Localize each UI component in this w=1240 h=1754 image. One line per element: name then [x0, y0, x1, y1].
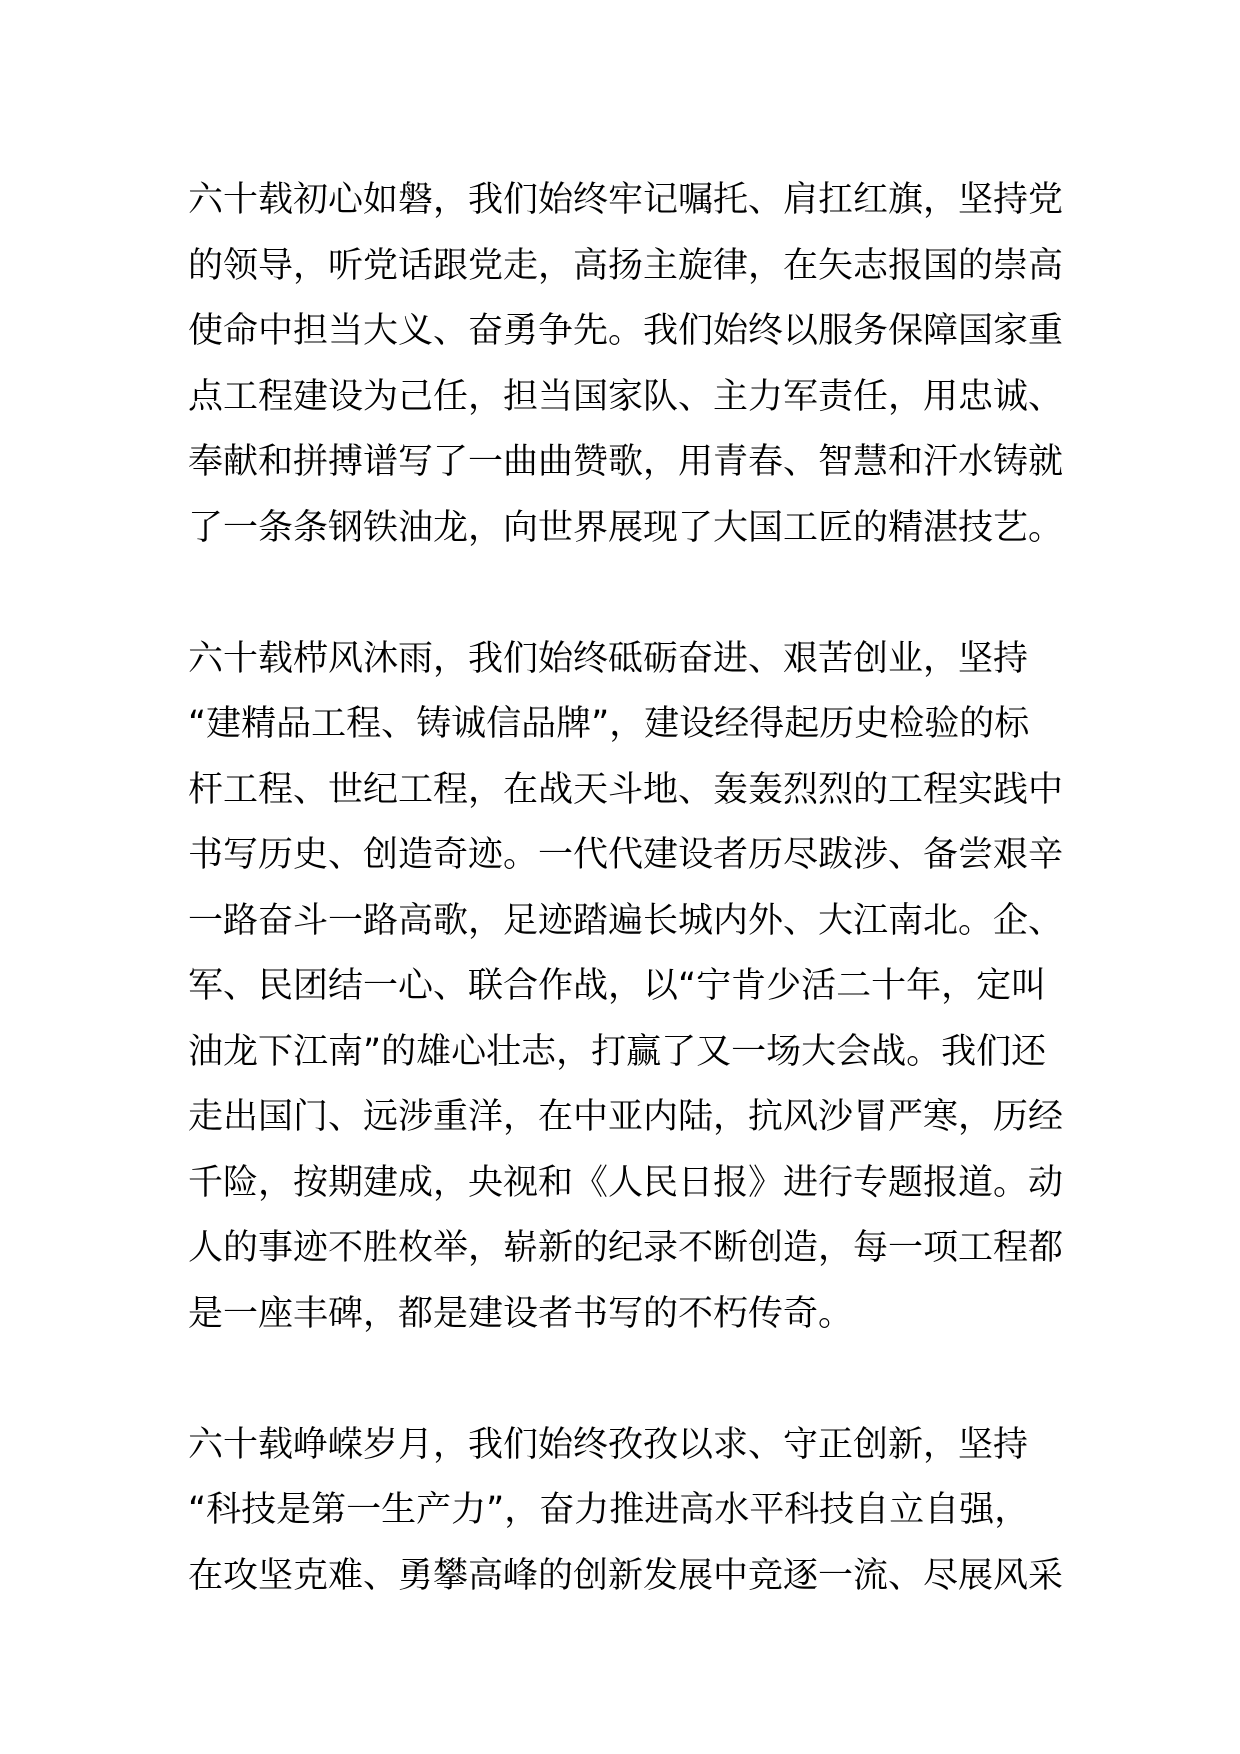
text-line: “科技是第一生产力”，奋力推进高水平科技自立自强， [188, 1490, 1030, 1530]
text-line: 在攻坚克难、勇攀高峰的创新发展中竞逐一流、尽展风采 [188, 1555, 1064, 1596]
paragraph-1 [188, 168, 1064, 561]
text-line: 六十载栉风沐雨，我们始终砥砺奋进、艰苦创业，坚持 [188, 638, 1029, 679]
document-body [188, 168, 1064, 1675]
text-line: 书写历史、创造奇迹。一代代建设者历尽跋涉、备尝艰辛 [188, 835, 1064, 875]
text-line: 了一条条钢铁油龙，向世界展现了大国工匠的精湛技艺。 [188, 507, 1064, 548]
text-line: 油龙下江南”的雄心壮志，打赢了又一场大会战。我们还 [188, 1031, 1047, 1072]
text-line: “建精品工程、铸诚信品牌”，建设经得起历史检验的标 [188, 704, 1030, 744]
text-line: 使命中担当大义、奋勇争先。我们始终以服务保障国家重 [188, 311, 1064, 351]
text-line: 奉献和拼搏谱写了一曲曲赞歌，用青春、智慧和汗水铸就 [188, 442, 1064, 482]
text-line: 是一座丰碑，都是建设者书写的不朽传奇。 [188, 1293, 854, 1334]
text-line: 六十载峥嵘岁月，我们始终孜孜以求、守正创新，坚持 [188, 1424, 1029, 1465]
text-line: 人的事迹不胜枚举，崭新的纪录不断创造，每一项工程都 [188, 1228, 1064, 1268]
text-line: 的领导，听党话跟党走，高扬主旋律，在矢志报国的崇高 [188, 245, 1064, 286]
text-line: 六十载初心如磐，我们始终牢记嘱托、肩扛红旗，坚持党 [188, 180, 1064, 220]
paragraph-3 [188, 1413, 1064, 1610]
paragraph-2 [188, 627, 1064, 1348]
text-line: 走出国门、远涉重洋，在中亚内陆，抗风沙冒严寒，历经 [188, 1097, 1064, 1137]
text-line: 军、民团结一心、联合作战，以“宁肯少活二十年，定叫 [188, 966, 1047, 1006]
text-line: 杆工程、世纪工程，在战天斗地、轰轰烈烈的工程实践中 [188, 769, 1064, 810]
text-line: 千险，按期建成，央视和《人民日报》进行专题报道。动 [188, 1162, 1064, 1203]
text-line: 点工程建设为己任，担当国家队、主力军责任，用忠诚、 [188, 376, 1064, 417]
text-line: 一路奋斗一路高歌，足迹踏遍长城内外、大江南北。企、 [188, 900, 1064, 941]
